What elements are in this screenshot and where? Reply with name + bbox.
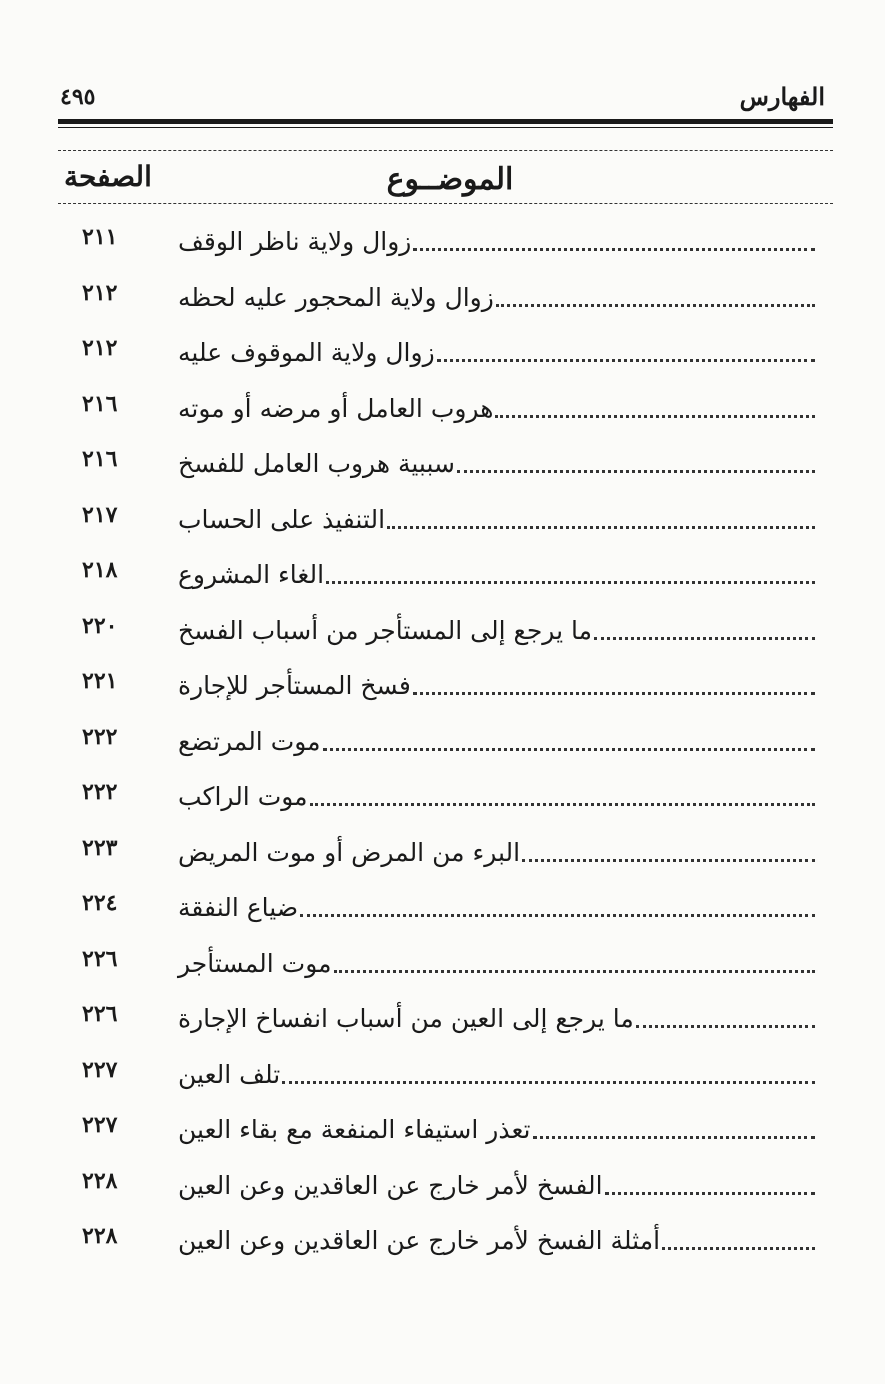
toc-entry <box>172 387 815 427</box>
dot-leader <box>300 914 815 917</box>
toc-row <box>0 821 885 877</box>
toc-page-number: ٢٢٧ <box>82 1112 118 1138</box>
toc-title: الفسخ لأمر خارج عن العاقدين وعن العين <box>178 1170 603 1200</box>
toc-page-number: ٢٢١ <box>82 668 118 694</box>
toc-title: ما يرجع إلى العين من أسباب انفساخ الإجارة <box>178 1004 634 1033</box>
dashed-divider-top <box>58 150 833 151</box>
toc-title: موت المرتضع <box>178 726 321 756</box>
toc-page-number: ٢٢٨ <box>82 1223 118 1249</box>
toc-row <box>0 765 885 821</box>
running-title: الفهارس <box>739 82 825 111</box>
toc-page-number: ٢٢٢ <box>82 723 118 750</box>
dot-leader <box>282 1081 815 1084</box>
toc-title: موت المستأجر <box>178 948 332 978</box>
toc-row <box>0 654 885 710</box>
dot-leader <box>413 692 815 695</box>
toc-page-number: ٢١٦ <box>82 446 118 472</box>
toc-row <box>0 488 885 544</box>
toc-entry <box>172 1219 815 1259</box>
toc-row <box>0 432 885 488</box>
toc-title: تعذر استيفاء المنفعة مع بقاء العين <box>178 1115 531 1144</box>
toc-row <box>0 210 885 266</box>
header-rule-thick <box>58 119 833 124</box>
dot-leader <box>594 637 815 640</box>
toc-row <box>0 321 885 377</box>
toc-page-number: ٢١٧ <box>82 501 118 528</box>
dot-leader <box>323 748 815 751</box>
toc-entry <box>172 997 815 1037</box>
toc-row <box>0 932 885 988</box>
toc-page-number: ٢٢٠ <box>82 612 118 639</box>
dot-leader <box>605 1192 815 1195</box>
toc-entry <box>172 1108 815 1148</box>
toc-title: زوال ولاية الموقوف عليه <box>178 338 435 367</box>
toc-title: أمثلة الفسخ لأمر خارج عن العاقدين وعن العين <box>178 1226 661 1255</box>
dot-leader <box>334 970 815 973</box>
toc-entry <box>172 886 815 926</box>
toc-row <box>0 1154 885 1210</box>
toc-page-number: ٢١٢ <box>82 279 118 306</box>
dashed-divider-header <box>58 203 833 204</box>
toc-entry <box>172 1164 815 1204</box>
toc-entry <box>172 942 815 982</box>
toc-title: ما يرجع إلى المستأجر من أسباب الفسخ <box>178 615 592 645</box>
toc-title: فسخ المستأجر للإجارة <box>178 671 411 700</box>
toc-page-number: ٢١٦ <box>82 390 118 417</box>
dot-leader <box>522 859 815 862</box>
toc-row <box>0 377 885 433</box>
dot-leader <box>636 1025 815 1028</box>
dot-leader <box>457 470 815 473</box>
toc-page-number: ٢٢٦ <box>82 1001 118 1027</box>
toc-entry <box>172 831 815 871</box>
toc-entry <box>172 220 815 260</box>
toc-entry <box>172 553 815 593</box>
toc-title: الغاء المشروع <box>178 560 325 589</box>
toc-page-number: ٢١٨ <box>82 557 118 583</box>
toc-entry <box>172 664 815 704</box>
toc-title: ضياع النفقة <box>178 893 299 922</box>
column-header-page: الصفحة <box>64 160 152 193</box>
dot-leader <box>437 359 815 362</box>
toc-entry <box>172 775 815 815</box>
toc-title: هروب العامل أو مرضه أو موته <box>178 393 494 423</box>
toc-title: سببية هروب العامل للفسخ <box>178 449 455 478</box>
toc-entry <box>172 331 815 371</box>
dot-leader <box>387 526 815 529</box>
dot-leader <box>326 581 815 584</box>
toc-row <box>0 1098 885 1154</box>
page-number: ٤٩٥ <box>60 84 96 110</box>
toc-entry <box>172 609 815 649</box>
toc-row <box>0 987 885 1043</box>
toc-entry <box>172 442 815 482</box>
toc-row <box>0 599 885 655</box>
toc-page-number: ٢٢٣ <box>82 834 118 861</box>
toc-title: التنفيذ على الحساب <box>178 504 386 534</box>
toc-page-number: ٢٢٦ <box>82 945 118 972</box>
dot-leader <box>662 1247 815 1250</box>
column-header-topic: الموضــوع <box>386 162 514 197</box>
toc-title: زوال ولاية ناظر الوقف <box>178 227 412 256</box>
dot-leader <box>413 248 815 251</box>
dot-leader <box>310 803 815 806</box>
toc-page-number: ٢١١ <box>82 224 118 250</box>
toc-row <box>0 543 885 599</box>
dot-leader <box>496 304 815 307</box>
toc-row <box>0 876 885 932</box>
toc-entry <box>172 1053 815 1093</box>
toc-page-number: ٢٢٤ <box>82 890 118 916</box>
toc-row <box>0 710 885 766</box>
toc-page-number: ٢٢٨ <box>82 1167 118 1194</box>
toc-entry <box>172 276 815 316</box>
toc-page-number: ٢٢٢ <box>82 779 118 805</box>
toc-entry <box>172 498 815 538</box>
toc-entry <box>172 720 815 760</box>
toc-row <box>0 1209 885 1265</box>
toc-title: البرء من المرض أو موت المريض <box>178 837 521 867</box>
dot-leader <box>495 415 815 418</box>
toc-page-number: ٢١٢ <box>82 335 118 361</box>
toc-list <box>0 210 885 1265</box>
toc-row <box>0 266 885 322</box>
header-rule-thin <box>58 127 833 128</box>
toc-page-number: ٢٢٧ <box>82 1056 118 1083</box>
dot-leader <box>533 1136 816 1139</box>
toc-title: زوال ولاية المحجور عليه لحظه <box>178 282 494 312</box>
toc-row <box>0 1043 885 1099</box>
toc-title: تلف العين <box>178 1059 281 1089</box>
toc-title: موت الراكب <box>178 782 308 811</box>
